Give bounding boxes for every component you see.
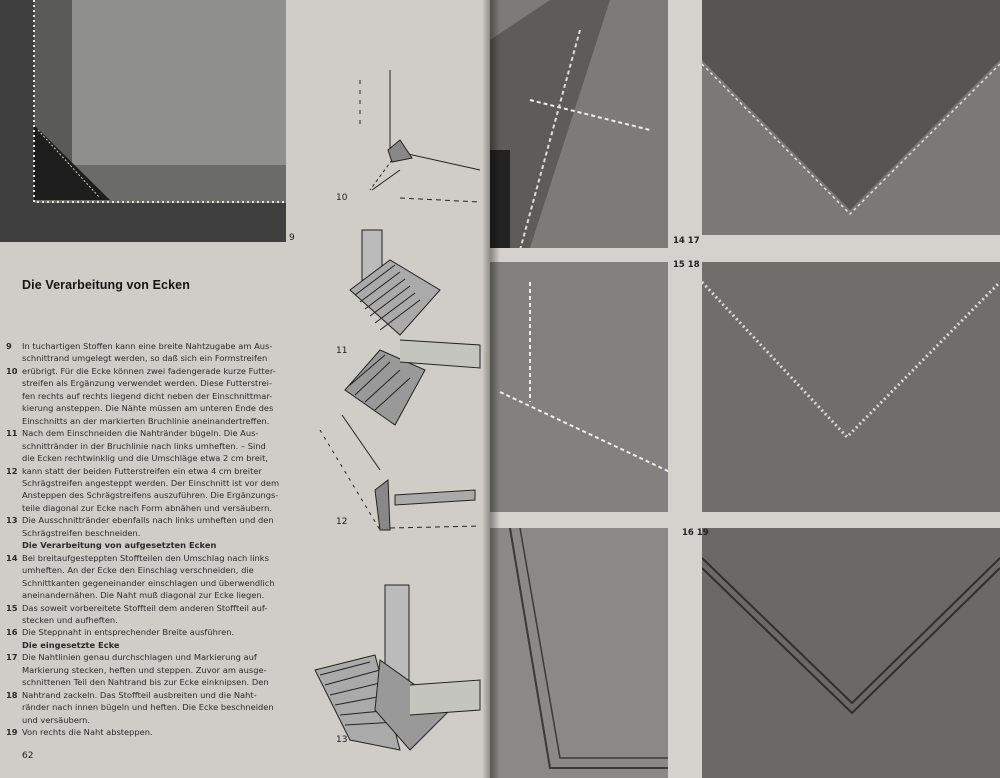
figure-ref-number [6, 589, 22, 601]
text-line [6, 465, 293, 477]
line-text: Nahtrand zackeln. Das Stoffteil ausbreiten und die Naht- [22, 689, 257, 700]
line-text: Einschnitts an der markierten Bruchlinie aneinandertreffen. [22, 415, 270, 426]
figure-ref-number [6, 701, 22, 713]
subheading [6, 639, 293, 651]
text-line [6, 527, 293, 539]
figure-13-number: 13 [336, 735, 348, 745]
line-text: Die Verarbeitung von aufgesetzten Ecken [22, 540, 217, 551]
figure-ref-number: 14 [6, 552, 18, 563]
line-text: Nach dem Einschneiden die Nahtränder bügeln. Die Aus- [22, 428, 259, 439]
text-line [6, 726, 293, 738]
figure-9-number: 9 [289, 233, 295, 243]
figure-ref-number [6, 440, 22, 452]
line-text: ränder nach innen bügeln und heften. Die Ecke beschneiden [22, 702, 274, 713]
line-text: umheften. An der Ecke den Einschlag verschneiden, die [22, 565, 254, 576]
drawing-13 [315, 585, 480, 750]
figure-ref-number [6, 377, 22, 389]
text-line [6, 626, 293, 638]
text-line [6, 377, 293, 389]
line-text: Schnittkanten gegeneinander einschlagen und überwendlich [22, 577, 275, 588]
figure-ref-number: 11 [6, 428, 18, 439]
line-text: schnittenen Teil den Nahtrand bis zur Ecke einknipsen. Den [22, 677, 269, 688]
drawing-11 [345, 230, 480, 425]
page-number: 62 [22, 751, 34, 761]
drawing-12 [320, 415, 480, 530]
line-text: schnittränder in der Bruchlinie nach links umheften. – Sind [22, 440, 266, 451]
figure-ref-number [6, 477, 22, 489]
text-line [6, 689, 293, 701]
text-line [6, 514, 293, 526]
line-text: Markierung stecken, heften und steppen. Zuvor am ausge- [22, 664, 267, 675]
text-line [6, 352, 293, 364]
figure-ref-number [6, 489, 22, 501]
figure-label-14-17: 14 17 [673, 236, 700, 246]
figure-ref-number [6, 402, 22, 414]
line-text: In tuchartigen Stoffen kann eine breite Nahtzugabe am Aus- [22, 341, 273, 351]
figure-ref-number [6, 714, 22, 726]
line-text: fen rechts auf rechts liegend dicht neben der Einschnittmar- [22, 390, 273, 401]
line-text: Die Steppnaht in entsprechender Breite ausführen. [22, 627, 235, 638]
line-text: und versäubern. [22, 714, 91, 725]
text-line [6, 701, 293, 713]
figure-ref-number: 12 [6, 465, 18, 476]
figure-16-photo [490, 528, 668, 778]
figure-11-number: 11 [336, 346, 348, 356]
line-text: schnittrand umgelegt werden, so daß sich ein Formstreifen [22, 353, 268, 364]
figure-ref-number: 13 [6, 515, 18, 526]
line-text: Bei breitaufgesteppten Stoffteilen den Umschlag nach links [22, 552, 269, 563]
figure-ref-number [6, 577, 22, 589]
text-line [6, 651, 293, 663]
figure-ref-number: 10 [6, 365, 18, 376]
figure-19-photo [702, 528, 1000, 778]
figure-ref-number [6, 639, 22, 651]
text-line [6, 402, 293, 414]
book-gutter [482, 0, 500, 778]
text-line [6, 577, 293, 589]
right-page [490, 0, 1000, 778]
text-line [6, 602, 293, 614]
text-line [6, 614, 293, 626]
line-text: Das soweit vorbereitete Stoffteil dem anderen Stoffteil auf- [22, 602, 268, 613]
line-text: die Ecken rechtwinklig und die Umschläge etwa 2 cm breit, [22, 453, 268, 464]
text-line [6, 502, 293, 514]
line-text: stecken und aufheften. [22, 614, 118, 625]
text-line [6, 714, 293, 726]
figure-ref-number: 16 [6, 627, 18, 638]
text-line [6, 340, 293, 352]
text-line [6, 564, 293, 576]
text-line [6, 427, 293, 439]
figure-ref-number [6, 664, 22, 676]
text-line [6, 489, 293, 501]
subheading [6, 539, 293, 551]
line-text: Schrägstreifen angesteppt werden. Der Einschnitt ist vor dem [22, 477, 280, 488]
technical-drawings [300, 50, 490, 770]
text-line [6, 452, 293, 464]
line-text: kann statt der beiden Futterstreifen ein etwa 4 cm breiter [22, 465, 262, 476]
line-text: teile diagonal zur Ecke nach Form abnähen und versäubern. [22, 502, 273, 513]
text-line [6, 552, 293, 564]
line-text: kierung ansteppen. Die Nähte müssen am unteren Ende des [22, 403, 274, 414]
figure-ref-number: 18 [6, 689, 18, 700]
line-text: Schrägstreifen beschneiden. [22, 527, 141, 538]
figure-ref-number [6, 614, 22, 626]
line-text: Ansteppen des Schrägstreifens auszuführen. Die Ergänzungs- [22, 490, 279, 501]
figure-17-photo [702, 0, 1000, 235]
line-text: aneinandernähen. Die Naht muß diagonal zur Ecke liegen. [22, 590, 265, 601]
figure-label-16-19: 16 19 [682, 528, 709, 538]
text-line [6, 440, 293, 452]
text-line [6, 415, 293, 427]
text-line [6, 477, 293, 489]
left-page [0, 0, 490, 778]
text-line [6, 589, 293, 601]
figure-14-photo [490, 0, 668, 248]
figure-label-15-18: 15 18 [673, 260, 700, 270]
text-line [6, 365, 293, 377]
page-title: Die Verarbeitung von Ecken [22, 278, 190, 292]
figure-12-number: 12 [336, 517, 348, 527]
figure-ref-number [6, 502, 22, 514]
figure-9-photo [0, 0, 286, 242]
figure-ref-number: 19 [6, 727, 18, 738]
line-text: streifen als Ergänzung verwendet werden. Diese Futterstrei- [22, 378, 272, 389]
figure-ref-number [6, 415, 22, 427]
figure-ref-number [6, 539, 22, 551]
text-line [6, 390, 293, 402]
figure-ref-number: 9 [6, 341, 12, 351]
figure-ref-number [6, 390, 22, 402]
line-text: Die Nahtlinien genau durchschlagen und Markierung auf [22, 652, 257, 663]
figure-15-photo [490, 262, 668, 512]
text-line [6, 664, 293, 676]
line-text: Von rechts die Naht absteppen. [22, 727, 153, 738]
figure-ref-number [6, 676, 22, 688]
figure-ref-number [6, 527, 22, 539]
figure-ref-number [6, 352, 22, 364]
figure-18-photo [702, 262, 1000, 512]
figure-ref-number [6, 452, 22, 464]
drawing-10 [360, 70, 480, 202]
figure-10-number: 10 [336, 193, 348, 203]
line-text: erübrigt. Für die Ecke können zwei fadengerade kurze Futter- [22, 365, 276, 376]
line-text: Die eingesetzte Ecke [22, 639, 120, 650]
instruction-text [6, 340, 293, 739]
figure-ref-number: 15 [6, 602, 18, 613]
text-line [6, 676, 293, 688]
line-text: Die Ausschnittränder ebenfalls nach links umheften und den [22, 515, 274, 526]
figure-ref-number [6, 564, 22, 576]
figure-ref-number: 17 [6, 652, 18, 663]
